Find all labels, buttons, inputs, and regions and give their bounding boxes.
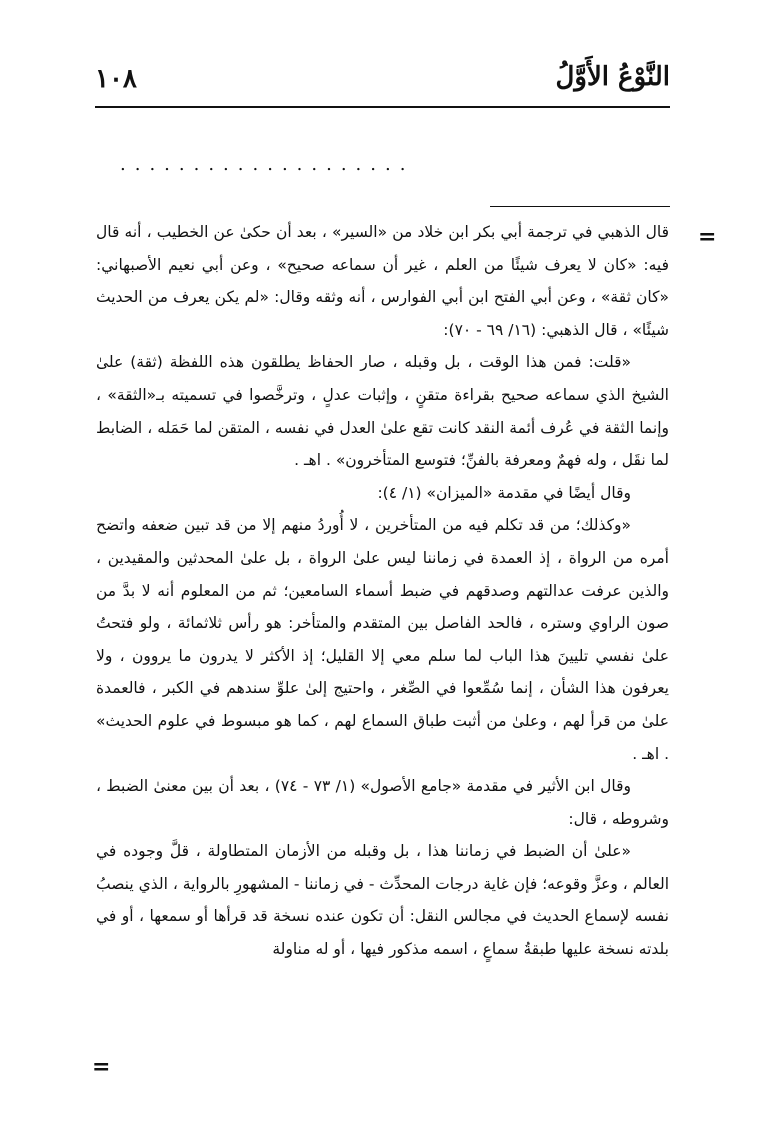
paragraph-2: «قلت: فمن هذا الوقت ، بل وقبله ، صار الحفاظ يطلقون هذه اللفظة (ثقة) علىٰ الشيخ الذي سماعه صحيح بقراءة متقنٍ ، وإثبات عدلٍ ، وترخَّصوا في تسميته بـ«الثقة» ، وإنما الثقة في عُرف أئمة النقد كانت تقع علىٰ العدل في نفسه ، المتقن لما حَمَله ، الضابط لما نقَل ، وله فهمٌ ومعرفة بالفنِّ؛ فتوسع المتأخرون» . اهـ . (96, 353, 669, 470)
footnote-body (96, 216, 669, 966)
page-number: ١٠٨ (95, 64, 137, 94)
page-end-continuation-mark: = (92, 1054, 111, 1080)
paragraph-5: وقال ابن الأثير في مقدمة «جامع الأصول» (١/ ٧٣ - ٧٤) ، بعد أن بين معنىٰ الضبط ، وشروطه ، قال: (96, 777, 669, 828)
paragraph-3: وقال أيضًا في مقدمة «الميزان» (١/ ٤): (377, 483, 631, 502)
footnote-divider (490, 206, 670, 207)
header-divider (95, 106, 670, 108)
running-header (95, 62, 670, 102)
chapter-title: النَّوْعُ الأَوَّلُ (555, 62, 670, 92)
paragraph-1: قال الذهبي في ترجمة أبي بكر ابن خلاد من «السير» ، بعد أن حكىٰ عن الخطيب ، أنه قال فيه: «كان لا يعرف شيئًا من العلم ، غير أن سماعه صحيح» ، وعن أبي نعيم الأصبهاني: «كان ثقة» ، وعن أبي الفتح ابن أبي الفوارس ، أنه وثقه وقال: «لم يكن يعرف من الحديث شيئًا» ، قال الذهبي: (١٦/ ٦٩ - ٧٠): (96, 223, 669, 339)
paragraph-6: «علىٰ أن الضبط في زماننا هذا ، بل وقبله من الأزمان المتطاولة ، قلَّ وجوده في العالم ، وعزَّ وقوعه؛ فإن غاية درجات المحدِّث - في زماننا - المشهورِ بالرواية ، الذي ينصبُ نفسه لإسماع الحديث في مجالس النقل: أن تكون عنده نسخة قد قرأها أو سمعها ، أو في بلدته نسخة عليها طبقةُ سماعٍ ، اسمه مذكور فيها ، أو له مناولة (96, 842, 669, 959)
footnote-continuation-mark: = (698, 224, 717, 250)
dotted-separator: .................... (120, 154, 415, 174)
paragraph-4: «وكذلك؛ من قد تكلم فيه من المتأخرين ، لا أُوردُ منهم إلا من قد تبين ضعفه واتضح أمره من الرواة ، إذ العمدة في زماننا ليس علىٰ الرواة ، بل علىٰ المحدثين والمقيدين ، والذين عرفت عدالتهم وصدقهم في ضبط أسماء السامعين؛ ثم من المعلوم أنه لا بدَّ من صون الراوي وستره ، فالحد الفاصل بين المتقدم والمتأخر: هو رأس ثلاثمائة ، ولو فتحتُ علىٰ نفسي تليينَ هذا الباب لما سلم معي إلا القليل؛ إذ الأكثر لا يدرون ما يروون ، ولا يعرفون هذا الشأن ، إنما سُمِّعوا في الصِّغر ، واحتيج إلىٰ علوِّ سندهم في الكبر ، فالعمدة علىٰ من قرأ لهم ، وعلىٰ من أثبت طباق السماع لهم ، كما هو مبسوط في علوم الحديث» . اهـ . (96, 516, 669, 763)
